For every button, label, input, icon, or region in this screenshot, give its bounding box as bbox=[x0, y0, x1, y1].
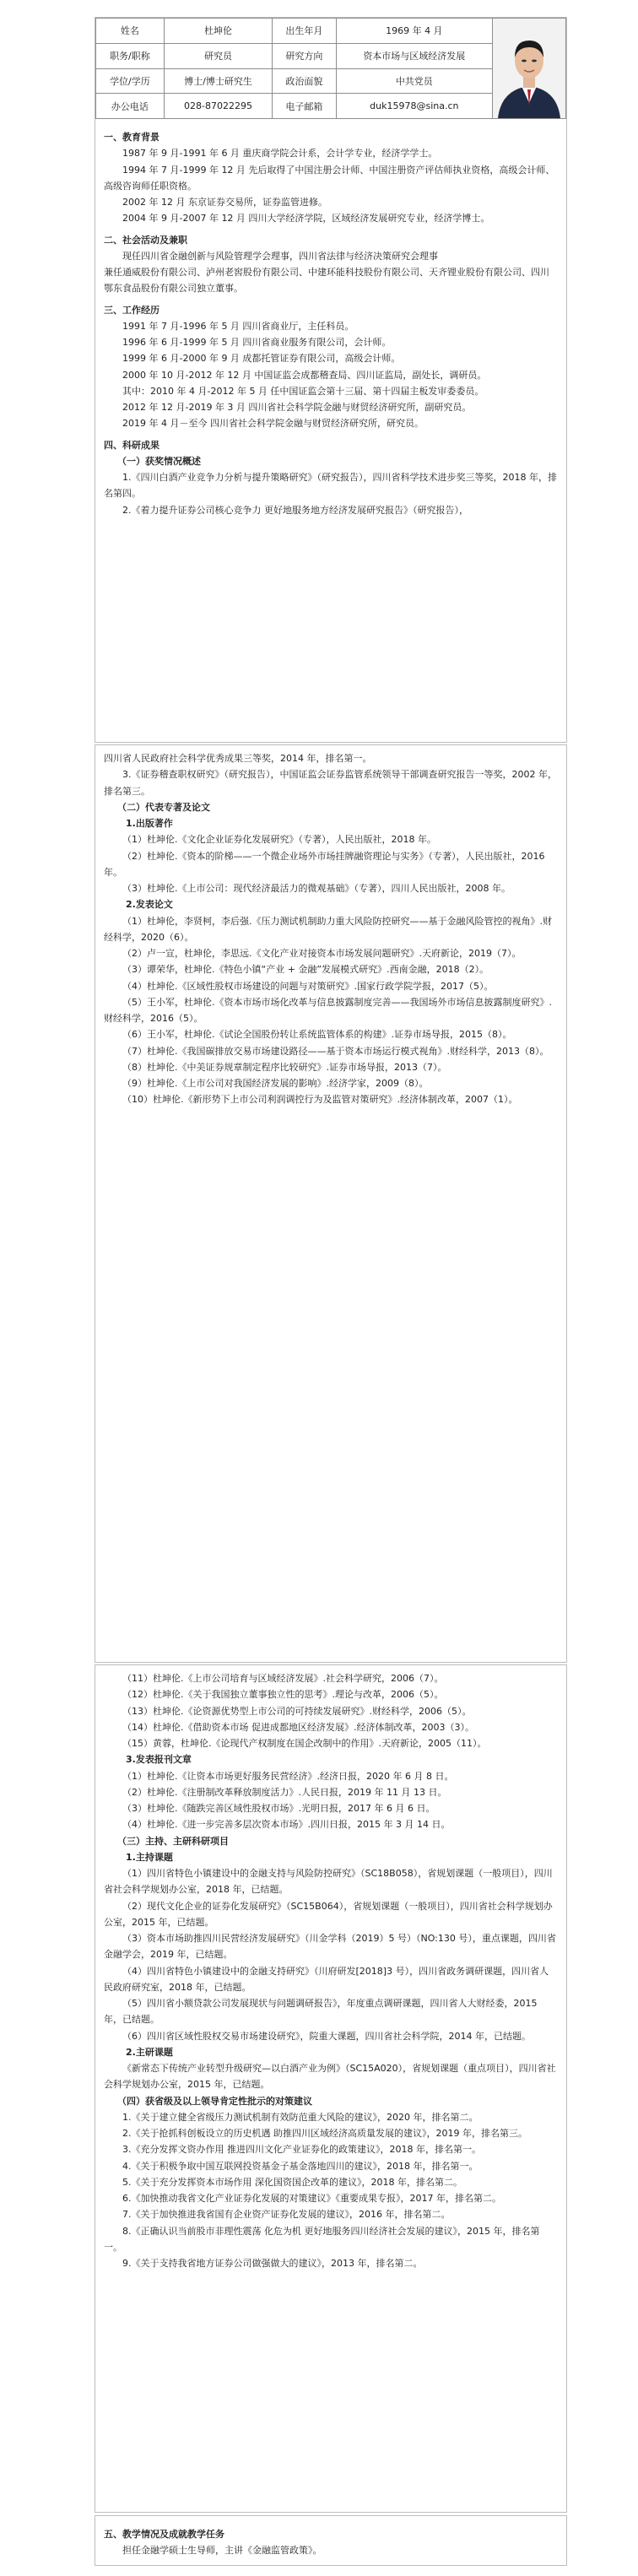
value-research: 资本市场与区域经济发展 bbox=[336, 43, 492, 68]
host-project-item: （1）四川省特色小镇建设中的金融支持与风险防控研究》（SC18B058），省规划课题（一般项目），四川省社会科学规划办公室，2018 年，已结题。 bbox=[104, 1868, 553, 1896]
paper-item: （4）杜坤伦.《区域性股权市场建设的问题与对策研究》.国家行政学院学报，2017（5）。 bbox=[122, 980, 494, 992]
label-phone: 办公电话 bbox=[96, 94, 165, 119]
paper-item: （14）杜坤伦.《借助资本市场 促进成都地区经济发展》.经济体制改革，2003（3）。 bbox=[122, 1721, 474, 1733]
work-item: 1999 年 6 月-2000 年 9 月 成都托管证券有限公司，高级会计师。 bbox=[122, 353, 401, 365]
document-page-1 bbox=[95, 17, 567, 743]
label-degree: 学位/学历 bbox=[96, 68, 165, 94]
policy-item: 2.《关于抢抓科创板设立的历史机遇 助推四川区域经济高质量发展的建议》，2019 年，排名第三。 bbox=[122, 2128, 527, 2139]
papers-title: 2.发表论文 bbox=[126, 899, 173, 911]
paper-item: （9）杜坤伦.《上市公司对我国经济发展的影响》.经济学家，2009（8）。 bbox=[122, 1078, 429, 1089]
education-item: 2004 年 9 月-2007 年 12 月 四川大学经济学院，区域经济发展研究专业，经济学博士。 bbox=[122, 213, 490, 225]
section-social-title: 二、社会活动及兼职 bbox=[104, 234, 187, 246]
paper-item: （8）杜坤伦.《中美证券规章制定程序比较研究》.证券市场导报，2013（7）。 bbox=[122, 1061, 447, 1073]
education-item: 1994 年 7 月-1999 年 12 月 先后取得了中国注册会计师、中国注册资产评估师执业资格，高级会计师、高级咨询师任职资格。 bbox=[104, 164, 555, 192]
award-continuation: 四川省人民政府社会科学优秀成果三等奖，2014 年，排名第一。 bbox=[104, 753, 372, 764]
label-email: 电子邮箱 bbox=[273, 94, 337, 119]
section-education-title: 一、教育背景 bbox=[104, 132, 160, 143]
award-item: 1.《四川白酒产业竞争力分析与提升策略研究》（研究报告），四川省科学技术进步奖三等奖，2018 年，排名第四。 bbox=[104, 472, 557, 500]
document-page-4 bbox=[95, 2515, 567, 2566]
work-item: 2019 年 4 月－至今 四川省社会科学院金融与财贸经济研究所，研究员。 bbox=[122, 418, 424, 430]
education-item: 2002 年 12 月 东京证券交易所，证券监管进修。 bbox=[122, 197, 327, 208]
policy-item: 7.《关于加快推进我省国有企业资产证券化发展的建议》，2016 年，排名第二。 bbox=[122, 2209, 451, 2221]
profile-table bbox=[95, 18, 566, 119]
policy-title: （四）获省级及以上领导肯定性批示的对策建议 bbox=[117, 2095, 312, 2107]
books-title: 1.出版著作 bbox=[126, 818, 173, 829]
paper-item: （10）杜坤伦.《新形势下上市公司利润调控行为及监管对策研究》.经济体制改革，2007（1）。 bbox=[122, 1094, 518, 1106]
work-item: 1991 年 7 月-1996 年 5 月 四川省商业厅，主任科员。 bbox=[122, 320, 354, 332]
work-item: 2000 年 10 月-2012 年 12 月 中国证监会成都稽查局、四川证监局，副处长，调研员。 bbox=[122, 369, 487, 381]
paper-item: （15）黄蓉，杜坤伦.《论现代产权制度在国企改制中的作用》.天府新论，2005（11）。 bbox=[122, 1738, 487, 1749]
book-item: （1）杜坤伦.《文化企业证券化发展研究》（专著），人民出版社，2018 年。 bbox=[122, 834, 436, 846]
main-projects-title: 2.主研课题 bbox=[126, 2046, 173, 2058]
main-project-item: 《新常态下传统产业转型升级研究—以白酒产业为例》（SC15A020），省规划课题（重点项目），四川省社会科学规划办公室，2015 年，已结题。 bbox=[104, 2063, 556, 2091]
policy-item: 6.《加快推动我省文化产业证券化发展的对策建议》《重要成果专报》，2017 年，排名第二。 bbox=[122, 2193, 501, 2204]
policy-item: 8.《正确认识当前股市非理性震荡 化危为机 更好地服务四川经济社会发展的建议》，2015 年，排名第一。 bbox=[104, 2225, 540, 2253]
publications-title: （二）代表专著及论文 bbox=[117, 801, 210, 813]
section-work-title: 三、工作经历 bbox=[104, 304, 160, 316]
social-item: 现任四川省金融创新与风险管理学会理事，四川省法律与经济决策研究会理事 bbox=[122, 250, 438, 262]
social-item: 兼任通威股份有限公司、泸州老窖股份有限公司、中建环能科技股份有限公司、天齐锂业股份有限公司、四川鄂东食品股份有限公司独立董事。 bbox=[104, 267, 549, 295]
value-email: duk15978@sina.cn bbox=[336, 94, 492, 119]
host-project-item: （6）四川省区域性股权交易市场建设研究》，院重大课题，四川省社会科学院，2014 年，已结题。 bbox=[122, 2030, 531, 2042]
document-page-2 bbox=[95, 744, 567, 1663]
media-item: （1）杜坤伦.《让资本市场更好服务民营经济》.经济日报，2020 年 6 月 8 日。 bbox=[122, 1770, 454, 1782]
document-page-3 bbox=[95, 1664, 567, 2513]
education-item: 1987 年 9 月-1991 年 6 月 重庆商学院会计系，会计学专业，经济学学士。 bbox=[122, 148, 438, 160]
host-project-item: （3）资本市场助推四川民营经济发展研究》（川金学科（2019）5 号）（NO:130 号），重点课题，四川省金融学会，2019 年，已结题。 bbox=[104, 1933, 556, 1961]
work-item: 1996 年 6 月-1999 年 5 月 四川省商业服务有限公司，会计师。 bbox=[122, 337, 392, 348]
paper-item: （13）杜坤伦.《论资源优势型上市公司的可持续发展研究》.财经科学，2006（5）。 bbox=[122, 1705, 472, 1717]
projects-title: （三）主持、主研科研项目 bbox=[117, 1835, 229, 1847]
value-degree: 博士/博士研究生 bbox=[164, 68, 272, 94]
host-project-item: （5）四川省小额贷款公司发展现状与问题调研报告》，年度重点调研课题，四川省人大财经委，2015 年，已结题。 bbox=[104, 1998, 538, 2026]
label-birth: 出生年月 bbox=[273, 19, 337, 44]
profile-photo bbox=[493, 19, 566, 119]
label-name: 姓名 bbox=[96, 19, 165, 44]
value-phone: 028-87022295 bbox=[164, 94, 272, 119]
policy-item: 3.《充分发挥文资办作用 推进四川文化产业证券化的政策建议》，2018 年，排名第一。 bbox=[122, 2144, 481, 2156]
teaching-text: 担任金融学硕士生导师，主讲《金融监管政策》。 bbox=[122, 2545, 322, 2557]
label-research: 研究方向 bbox=[273, 43, 337, 68]
awards-title: （一）获奖情况概述 bbox=[117, 455, 201, 467]
award-item: 2.《着力提升证券公司核心竞争力 更好地服务地方经济发展研究报告》（研究报告）， bbox=[122, 504, 468, 516]
book-item: （3）杜坤伦.《上市公司：现代经济最活力的微观基础》（专著），四川人民出版社，2008 年。 bbox=[122, 883, 511, 894]
media-item: （4）杜坤伦.《进一步完善多层次资本市场》.四川日报，2015 年 3 月 14 日。 bbox=[122, 1819, 451, 1831]
section-teaching-title: 五、教学情况及成就教学任务 bbox=[104, 2529, 224, 2540]
award-item: 3.《证券稽查职权研究》（研究报告），中国证监会证券监管系统领导干部调查研究报告一等奖，2002 年，排名第三。 bbox=[104, 769, 557, 797]
label-title: 职务/职称 bbox=[96, 43, 165, 68]
policy-item: 5.《关于充分发挥资本市场作用 深化国资国企改革的建议》，2018 年，排名第二。 bbox=[122, 2176, 462, 2188]
host-project-item: （4）四川省特色小镇建设中的金融支持研究》（川府研发[2018]3 号），四川省政务调研课题，四川省人民政府研究室，2018 年，已结题。 bbox=[104, 1965, 549, 1993]
value-name: 杜坤伦 bbox=[164, 19, 272, 44]
paper-item: （12）杜坤伦.《关于我国独立董事独立性的思考》.理论与改革，2006（5）。 bbox=[122, 1689, 444, 1701]
paper-item: （7）杜坤伦.《我国碳排放交易市场建设路径——基于资本市场运行模式视角》.财经科学，2013（8）。 bbox=[122, 1045, 549, 1057]
value-birth: 1969 年 4 月 bbox=[336, 19, 492, 44]
value-title: 研究员 bbox=[164, 43, 272, 68]
paper-item: （3）谭荣华，杜坤伦.《特色小镇“产业 + 金融”发展模式研究》.西南金融，2018（2）。 bbox=[122, 964, 489, 976]
policy-item: 9.《关于支持我省地方证券公司做强做大的建议》，2013 年，排名第二。 bbox=[122, 2258, 423, 2269]
paper-item: （1）杜坤伦，李贤柯，李后强.《压力测试机制助力重大风险防控研究——基于金融风险管控的视角》.财经科学，2020（6）。 bbox=[104, 915, 552, 943]
section-research-title: 四、科研成果 bbox=[104, 439, 160, 451]
host-projects-title: 1.主持课题 bbox=[126, 1851, 173, 1863]
work-item: 其中：2010 年 4 月-2012 年 5 月 任中国证监会第十三届、第十四届主板发审委委员。 bbox=[122, 385, 484, 397]
paper-item: （6）王小军，杜坤伦.《试论全国股份转让系统监管体系的构建》.证券市场导报，2015（8）。 bbox=[122, 1029, 512, 1041]
label-politics: 政治面貌 bbox=[273, 68, 337, 94]
policy-item: 1.《关于建立健全省级压力测试机制有效防范重大风险的建议》，2020 年，排名第二。 bbox=[122, 2111, 478, 2123]
host-project-item: （2）现代文化企业的证券化发展研究》（SC15B064），省规划课题（一般项目），四川省社会科学规划办公室，2015 年，已结题。 bbox=[104, 1900, 553, 1928]
media-item: （2）杜坤伦.《注册制改革释放制度活力》.人民日报，2019 年 11 月 13 日。 bbox=[122, 1786, 447, 1798]
portrait-image bbox=[493, 19, 565, 118]
media-title: 3.发表报刊文章 bbox=[126, 1754, 192, 1766]
work-item: 2012 年 12 月-2019 年 3 月 四川省社会科学院金融与财贸经济研究所，副研究员。 bbox=[122, 402, 472, 413]
book-item: （2）杜坤伦.《资本的阶梯——一个微企业场外市场挂牌融资理论与实务》（专著），人民出版社，2016 年。 bbox=[104, 850, 545, 878]
media-item: （3）杜坤伦.《随跌完善区域性股权市场》.光明日报，2017 年 6 月 6 日。 bbox=[122, 1803, 435, 1814]
policy-item: 4.《关于积极争取中国互联网投资基金子基金落地四川的建议》，2018 年，排名第一。 bbox=[122, 2160, 478, 2172]
paper-item: （11）杜坤伦.《上市公司培育与区域经济发展》.社会科学研究，2006（7）。 bbox=[122, 1673, 444, 1684]
value-politics: 中共党员 bbox=[336, 68, 492, 94]
paper-item: （5）王小军，杜坤伦.《资本市场市场化改革与信息披露制度完善——我国场外市场信息披露制度研究》.财经科学，2016（5）。 bbox=[104, 996, 552, 1024]
paper-item: （2）卢一宣，杜坤伦，李思远.《文化产业对接资本市场发展问题研究》.天府新论，2019（7）。 bbox=[122, 948, 522, 959]
